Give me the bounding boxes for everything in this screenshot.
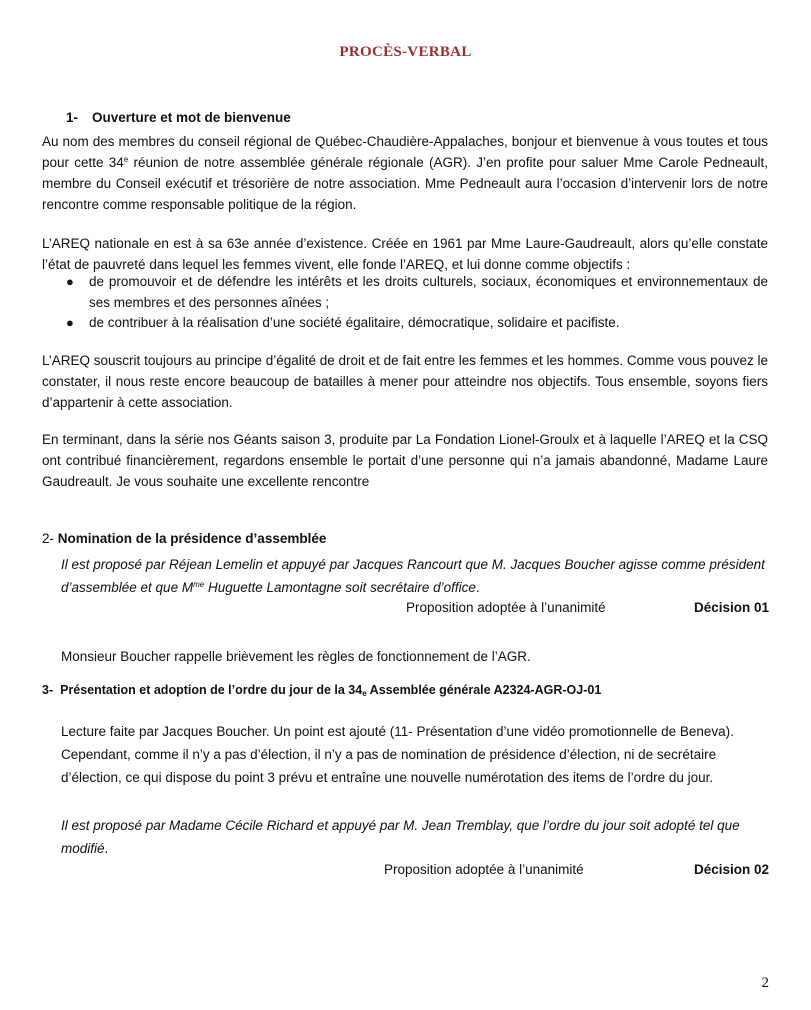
section-2-title: Nomination de la présidence d’assemblée xyxy=(57,531,327,546)
section-1-number: 1- xyxy=(66,110,79,125)
welcome-paragraph: Au nom des membres du conseil régional de Québec-Chaudière-Appalaches, bonjour et bienvenue à vous toutes et tous pour cette 34e réunion de notre assemblée générale régionale (AGR). J’en profite pour saluer Mme Carole Pedneault, membre du Conseil exécutif et trésorière de notre association. Mme Pedneault aura l’occasion d’intervenir lors de notre rencontre comme responsable politique de la région. xyxy=(42,134,768,212)
areq-history-paragraph: L’AREQ nationale en est à sa 63e année d’existence. Créée en 1961 par Mme Laure-Gaudreault, alors qu’elle constate l’état de pauvreté dans lequel les femmes vivent, elle fonde l’AREQ, et lui donne comme objectifs : xyxy=(42,236,768,272)
section-3-number: 3- xyxy=(42,683,54,697)
bullet-icon: ● xyxy=(66,274,74,289)
section-2-heading xyxy=(42,531,326,546)
objective-bullet-2: ● de contribuer à la réalisation d’une société égalitaire, démocratique, solidaire et pacifiste. xyxy=(66,312,768,333)
decision-01: Décision 01 xyxy=(693,600,769,615)
section-3-reading: Lecture faite par Jacques Boucher. Un point est ajouté (11- Présentation d’une vidéo promotionnelle de Beneva). Cependant, comme il n’y a pas d’élection, il n’y a pas de nomination de présidence d’élection, ni de secrétaire d’élection, ce qui dispose du point 3 prévu et entraîne une nouvelle numérotation des items de l’ordre du jour. xyxy=(61,724,734,785)
closing-paragraph: En terminant, dans la série nos Géants saison 3, produite par La Fondation Lionel-Groulx et à laquelle l’AREQ et la CSQ ont contribué financièrement, regardons ensemble le portait d’une personne qui n’a jamais abandonné, Madame Laure Gaudreault. Je vous souhaite une excellente rencontre xyxy=(42,432,768,489)
section-1-title: Ouverture et mot de bienvenue xyxy=(92,110,291,125)
section-3-adopted: Proposition adoptée à l’unanimité xyxy=(384,862,584,877)
section-3-heading: 3- Présentation et adoption de l’ordre du jour de la $34_e$ Assemblée générale A2324-AGR-OJ-01 xyxy=(42,683,602,698)
document-title: PROCÈS-VERBAL xyxy=(339,44,472,60)
page-number: 2 xyxy=(761,975,769,991)
equality-paragraph: L’AREQ souscrit toujours au principe d’égalité de droit et de fait entre les femmes et les hommes. Comme vous pouvez le constater, il nous reste encore beaucoup de batailles à mener pour atteindre nos objectifs. Tous ensemble, soyons fiers d’appartenir à cette association. xyxy=(42,353,768,410)
section-2-adopted: Proposition adoptée à l’unanimité xyxy=(406,600,606,615)
section-3-proposal: Il est proposé par Madame Cécile Richard et appuyé par M. Jean Tremblay, que l’ordre du jour soit adopté tel que modifié. xyxy=(61,818,740,856)
decision-02: Décision 02 xyxy=(693,862,769,877)
section-2-note: Monsieur Boucher rappelle brièvement les règles de fonctionnement de l’AGR. xyxy=(61,649,531,664)
objective-bullet-1: ● de promouvoir et de défendre les intérêts et les droits culturels, sociaux, économiques et environnementaux de ses membres et des personnes aînées ; xyxy=(66,271,768,313)
section-2-proposal: Il est proposé par Réjean Lemelin et appuyé par Jacques Rancourt que M. Jacques Boucher agisse comme président d’assemblée et que $M^{me}$ Huguette Lamontagne soit secrétaire d’office. xyxy=(61,557,765,595)
section-2-number: 2- xyxy=(42,531,58,546)
bullet-icon: ● xyxy=(66,315,74,330)
section-1-heading xyxy=(66,110,291,125)
